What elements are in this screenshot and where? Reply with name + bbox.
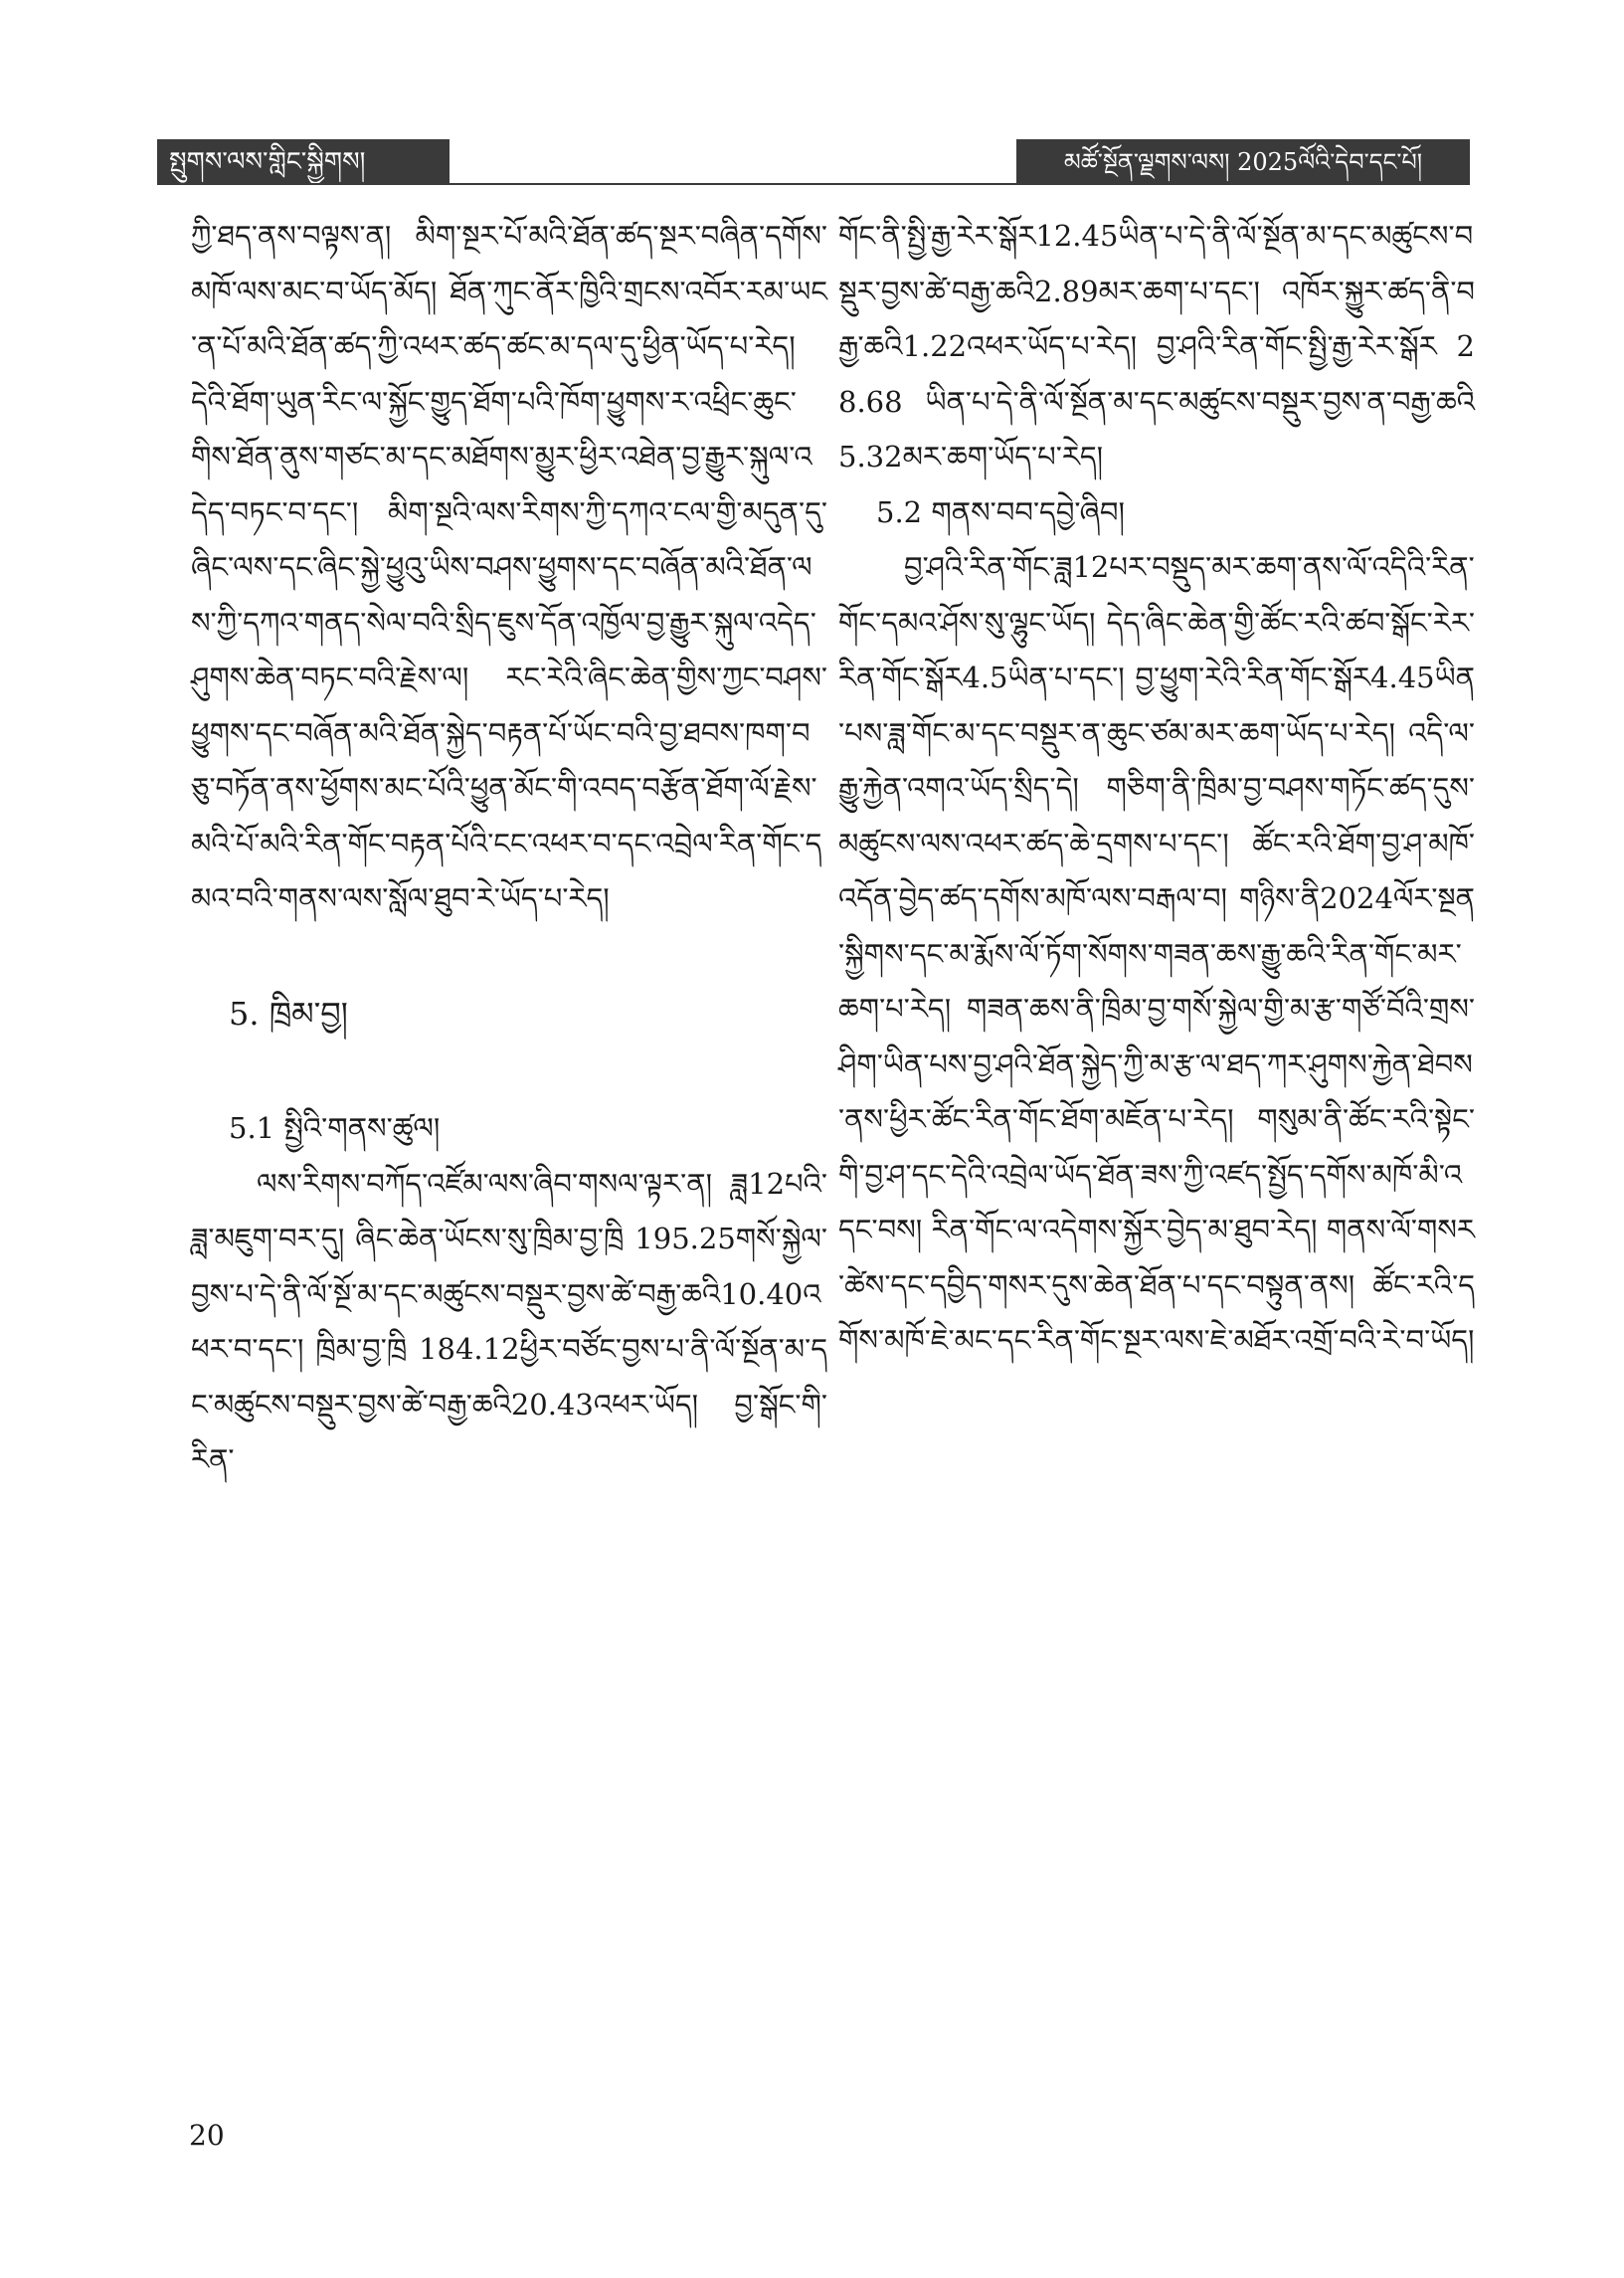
header-section-title: སྤུགས་ལས་གླིང་སྐྱིགས།: [157, 139, 450, 185]
left-paragraph-1: ཀྱི་ཐད་ནས་བལྟས་ན། མིག་སྔར་པོ་མའི་ཐོན་ཚད་སྔར་བཞིན་དགོས་མཁོ་ལས་མང་བ་ཡོད་མོད། ཐོན་ཀུང་ནོར་ཁྱིའི་གྲངས་འབོར་རམ་ཡང་ན་པོ་མའི་ཐོན་ཚད་ཀྱི་འཕར་ཚད་ཚང་མ་དལ་དུ་ཕྱིན་ཡོད་པ་རེད། དེའི་ཐོག་ཡུན་རིང་ལ་སྐྱོང་གྱུད་ཐོག་པའི་ཁོག་ཕྱུགས་ར་འཕྲིང་ཆུང་གིས་ཐོན་ནུས་གཙང་མ་དང་མཐོགས་མྱུར་ཕྱིར་འཐེན་བྱ་རྒྱུར་སྐུལ་འདེད་བཏང་བ་དང་། མིག་སྔའི་ལས་རིགས་ཀྱི་དཀའ་ངལ་གྱི་མདུན་དུ་ཞིང་ལས་དང་ཞིང་སྐྱེ་ཕྱུའུ་ཡིས་བཤས་ཕྱུགས་དང་བཞོན་མའི་ཐོན་ལས་ཀྱི་དཀའ་གནད་སེལ་བའི་སྲིད་ཇུས་དོན་འཁྱོལ་བྱ་རྒྱུར་སྐུལ་འདེད་ཤུགས་ཆེན་བཏང་བའི་རྗེས་ལ། རང་རེའི་ཞིང་ཆེན་གྱིས་ཀྱང་བཤས་ཕྱུགས་དང་བཞོན་མའི་ཐོན་སྐྱེད་བརྟན་པོ་ཡོང་བའི་བྱ་ཐབས་ཁག་བཅུ་བཏོན་ནས་ཕྱོགས་མང་པོའི་ཕྱུན་མོང་གི་འབད་བརྩོན་ཐོག་ལོ་རྗེས་མའི་པོ་མའི་རིན་གོང་བརྟན་པོའི་ངང་འཕར་བ་དང་འབྲེལ་རིན་གོང་དམའ་བའི་གནས་ལས་སློལ་ཐུབ་རེ་ཡོད་པ་རེད།: [191, 219, 827, 915]
header-journal-title: མཚོ་སྔོན་ལྗགས་ལས། 2025ལོའི་དེབ་དང་པོ།: [1016, 139, 1470, 185]
header-divider: [157, 183, 1470, 185]
left-paragraph-2: ལས་རིགས་བཀོད་འཛོམ་ལས་ཞིབ་གསལ་ལྟར་ན། ཟླ12པའི་ཟླ་མཇུག་བར་དུ། ཞིང་ཆེན་ཡོངས་སུ་ཁྲིམ་བྱ་ཁྲི 195.25གསོ་སྐྱེལ་བྱས་པ་དེ་ནི་ལོ་སྔོ་མ་དང་མཚུངས་བསྡུར་བྱས་ཚེ་བརྒྱ་ཆའི10.40འཕར་བ་དང་། ཁྲིམ་བྱ་ཁྲི 184.12ཕྱིར་བཙོང་བྱས་པ་ནི་ལོ་སྔོན་མ་དང་མཚུངས་བསྡུར་བྱས་ཚེ་བརྒྱ་ཆའི20.43འཕར་ཡོད། བྱ་སྒོང་གི་རིན་: [191, 1166, 827, 1476]
right-paragraph-2: བྱ་ཤའི་རིན་གོང་ཟླ12པར་བསྡུད་མར་ཆག་ནས་ལོ་འདིའི་རིན་གོང་དམའ་ཤོས་སུ་ལྷུང་ཡོད། དེད་ཞིང་ཆེན་གྱི་ཚོང་རའི་ཚབ་སྒོང་རེར་རིན་གོང་སྒོར4.5ཡིན་པ་དང་། བྱ་ཕྱུག་རེའི་རིན་གོང་སྒོར4.45ཡིན་པས་ཟླ་གོང་མ་དང་བསྡུར་ན་ཆུང་ཙམ་མར་ཆག་ཡོད་པ་རེད། འདི་ལ་རྒྱུ་རྐྱེན་འགའ་ཡོད་སྲིད་དེ། གཅིག་ནི་ཁྲིམ་བྱ་བཤས་གཏོང་ཚད་དུས་མཚུངས་ལས་འཕར་ཚད་ཆེ་དྲགས་པ་དང་། ཚོང་རའི་ཐོག་བྱ་ཤ་མཁོ་འདོན་བྱེད་ཚད་དགོས་མཁོ་ལས་བརྒལ་བ། གཉིས་ནི2024ལོར་སྔན་སྐྱིགས་དང་མ་རྨོས་ལོ་ཏོག་སོགས་གཟན་ཆས་རྒྱུ་ཆའི་རིན་གོང་མར་ཆག་པ་རེད། གཟན་ཆས་ནི་ཁྲིམ་བྱ་གསོ་སྐྱེལ་གྱི་མ་རྩ་གཙོ་བོའི་གྲས་ཤིག་ཡིན་པས་བྱ་ཤའི་ཐོན་སྐྱེད་ཀྱི་མ་རྩ་ལ་ཐད་ཀར་ཤུགས་རྐྱེན་ཐེབས་ནས་ཕྱིར་ཚོང་རིན་གོང་ཐོག་མཇོན་པ་རེད། གསུམ་ནི་ཚོང་རའི་སྟེང་གི་བྱ་ཤ་དང་དེའི་འབྲེལ་ཡོད་ཐོན་ཟས་ཀྱི་འཛད་སྤྱོད་དགོས་མཁོ་མི་འདང་བས། རིན་གོང་ལ་འདེགས་སྐྱོར་བྱེད་མ་ཐུབ་རེད། གནས་ལོ་གསར་ཚེས་དང་དབྱིད་གསར་དུས་ཆེན་ཐོན་པ་དང་བསྟུན་ནས། ཚོང་རའི་དགོས་མཁོ་ཇེ་མང་དང་རིན་གོང་སྔར་ལས་ཇེ་མཐོར་འགྲོ་བའི་རེ་བ་ཡོད།: [838, 550, 1475, 1357]
spacer: [191, 927, 827, 987]
right-paragraph-1: གོང་ནི་སྤྱི་རྒྱ་རེར་སྒོར12.45ཡིན་པ་དེ་ནི་ལོ་སྔོན་མ་དང་མཚུངས་བསྡུར་བྱས་ཚེ་བརྒྱ་ཆའི2.89མར་ཆག་པ་དང་། འཁོར་སྐྱུར་ཚད་ནི་བརྒྱ་ཆའི1.22འཕར་ཡོད་པ་རེད། བྱ་ཤའི་རིན་གོང་སྤྱི་རྒྱ་རེར་སྒོར 28.68 ཡིན་པ་དེ་ནི་ལོ་སྔོན་མ་དང་མཚུངས་བསྡུར་བྱས་ན་བརྒྱ་ཆའི 5.32མར་ཆག་ཡོད་པ་རེད།: [838, 219, 1475, 474]
right-column: [838, 209, 1475, 1369]
page-number: 20: [189, 2119, 225, 2152]
section-heading: 5. ཁྲིམ་བྱ།: [229, 994, 348, 1033]
subsection-heading-5-1: 5.1 སྤྱིའི་གནས་ཚུལ།: [229, 1111, 441, 1145]
spacer: [191, 1042, 827, 1101]
left-column: [191, 209, 827, 1488]
subsection-heading-5-2: 5.2 གནས་བབ་དབྱེ་ཞིབ།: [876, 494, 1125, 529]
